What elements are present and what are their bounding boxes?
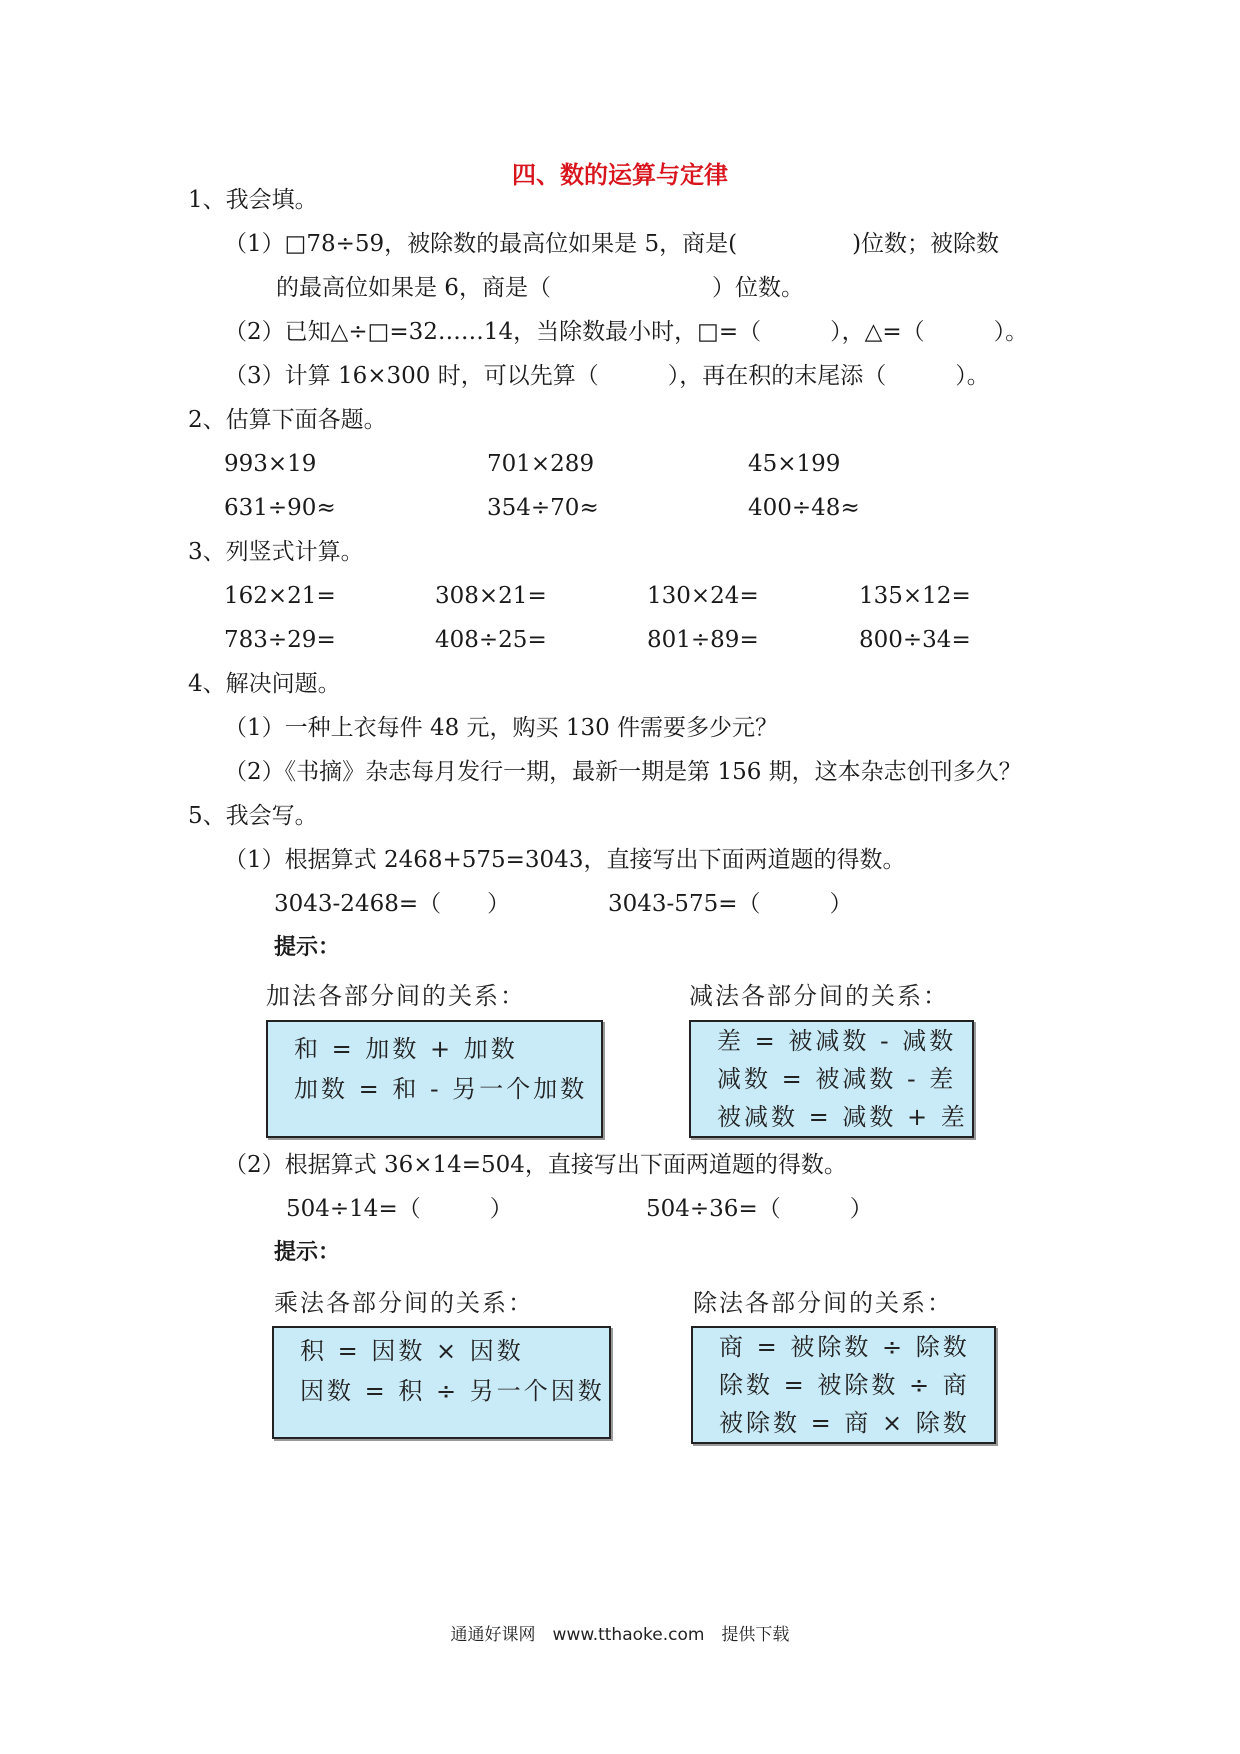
multiplication-hint-line: 积 = 因数 × 因数 (300, 1337, 524, 1365)
s3-item: 130×24= (647, 583, 759, 609)
s1-q1-line1: （1）□78÷59，被除数的最高位如果是 5，商是( )位数；被除数 (224, 231, 1000, 257)
s1-q3: （3）计算 16×300 时，可以先算（ ），再在积的末尾添（ ）。 (224, 363, 990, 389)
hint-label: 提示： (274, 1240, 341, 1265)
s2-item: 993×19 (224, 451, 317, 477)
s5-q1: （1）根据算式 2468+575=3043，直接写出下面两道题的得数。 (224, 847, 906, 873)
hint-label: 提示： (274, 935, 341, 960)
s5-q1-a: 3043-2468=（ ） (274, 891, 511, 917)
s3-item: 801÷89= (647, 627, 759, 653)
addition-hint-title: 加法各部分间的关系： (266, 982, 526, 1010)
subtraction-hint-line: 减数 = 被减数 - 差 (717, 1065, 957, 1093)
s4-q2: （2）《书摘》杂志每月发行一期，最新一期是第 156 期，这本杂志创刊多久？ (224, 759, 1022, 785)
section5-heading: 5、我会写。 (188, 803, 318, 829)
subtraction-hint-line: 差 = 被减数 - 减数 (717, 1027, 957, 1055)
s5-q2-b: 504÷36=（ ） (646, 1196, 873, 1222)
s2-item: 701×289 (487, 451, 595, 477)
s5-q2: （2）根据算式 36×14=504，直接写出下面两道题的得数。 (224, 1152, 847, 1178)
s4-q1: （1）一种上衣每件 48 元，购买 130 件需要多少元？ (224, 715, 779, 741)
subtraction-hint-line: 被减数 = 减数 + 差 (717, 1103, 968, 1131)
subtraction-hint-title: 减法各部分间的关系： (689, 982, 949, 1010)
division-hint-line: 除数 = 被除数 ÷ 商 (719, 1371, 970, 1399)
subtraction-hint-box (689, 1020, 974, 1138)
s3-item: 308×21= (435, 583, 547, 609)
section3-heading: 3、列竖式计算。 (188, 539, 364, 565)
s2-item: 400÷48≈ (748, 495, 860, 521)
s2-item: 45×199 (748, 451, 841, 477)
s1-q2: （2）已知△÷□=32……14，当除数最小时，□=（ ），△=（ ）。 (224, 319, 1029, 345)
multiplication-hint-title: 乘法各部分间的关系： (274, 1289, 534, 1317)
section2-heading: 2、估算下面各题。 (188, 407, 387, 433)
s5-q1-b: 3043-575=（ ） (608, 891, 853, 917)
footer-credit: 通通好课网 www.tthaoke.com 提供下载 (450, 1625, 790, 1645)
s3-item: 800÷34= (859, 627, 971, 653)
section4-heading: 4、解决问题。 (188, 671, 341, 697)
s2-item: 354÷70≈ (487, 495, 599, 521)
s5-q2-a: 504÷14=（ ） (286, 1196, 513, 1222)
addition-hint-line: 加数 = 和 - 另一个加数 (294, 1075, 588, 1103)
division-hint-box (691, 1326, 996, 1444)
s3-item: 162×21= (224, 583, 336, 609)
s3-item: 408÷25= (435, 627, 547, 653)
division-hint-line: 商 = 被除数 ÷ 除数 (719, 1333, 970, 1361)
addition-hint-box (266, 1020, 603, 1138)
division-hint-line: 被除数 = 商 × 除数 (719, 1409, 970, 1437)
division-hint-title: 除法各部分间的关系： (693, 1289, 953, 1317)
s1-q1-line2: 的最高位如果是 6，商是（ ）位数。 (276, 275, 804, 301)
page-title: 四、数的运算与定律 (512, 161, 728, 189)
multiplication-hint-box (272, 1326, 611, 1439)
multiplication-hint-line: 因数 = 积 ÷ 另一个因数 (300, 1377, 605, 1405)
addition-hint-line: 和 = 加数 + 加数 (294, 1035, 518, 1063)
s3-item: 135×12= (859, 583, 971, 609)
s3-item: 783÷29= (224, 627, 336, 653)
s2-item: 631÷90≈ (224, 495, 336, 521)
section1-heading: 1、我会填。 (188, 187, 318, 213)
